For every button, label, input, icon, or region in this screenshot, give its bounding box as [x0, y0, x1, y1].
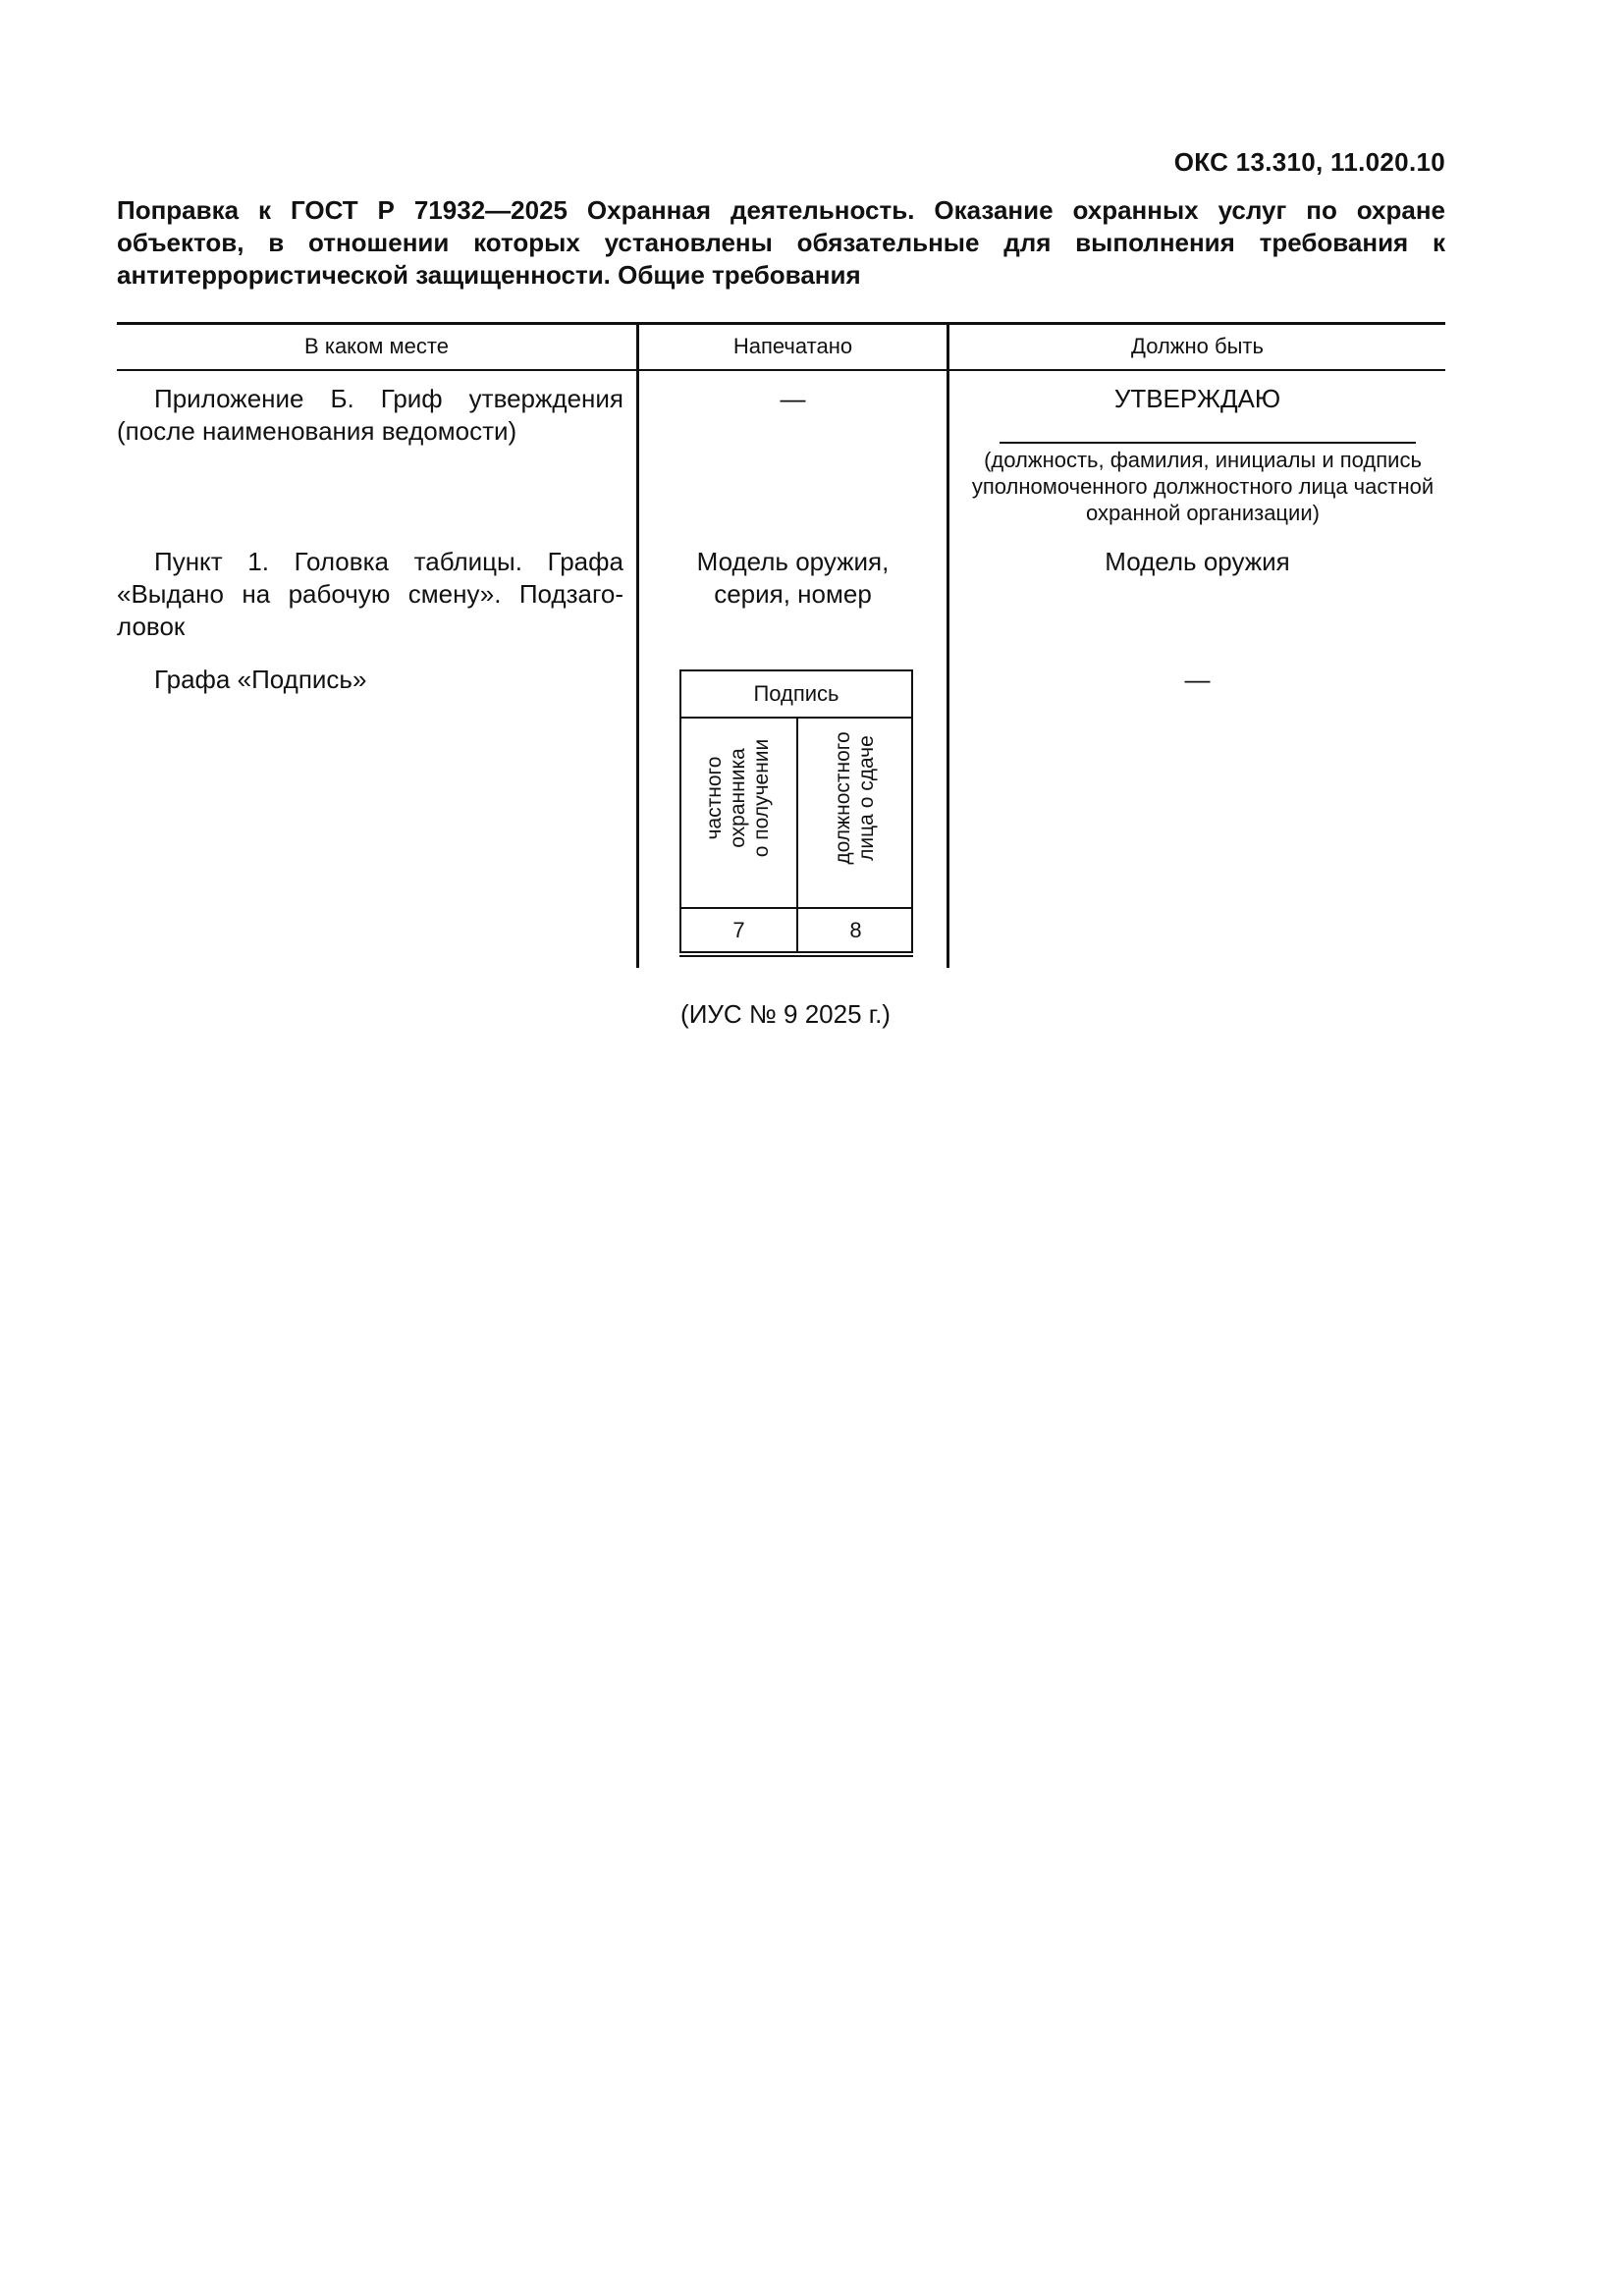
- column-header-where: В каком месте: [304, 334, 449, 358]
- signature-note-line: (должность, фамилия, инициалы и подпись: [984, 448, 1422, 472]
- signature-note-line: охранной организации): [1086, 501, 1320, 525]
- row2-printed: [639, 546, 947, 611]
- nested-col2-number: 8: [849, 918, 862, 942]
- document-heading: [117, 194, 1445, 292]
- nested-col2-line: лица о сдаче: [855, 735, 878, 861]
- row2-where-line: «Выдано на рабочую смену». Подзаго-: [117, 579, 623, 609]
- heading-line: антитеррористической защищенности. Общие требования: [117, 260, 861, 290]
- row1-where: [117, 383, 623, 448]
- row2-where-line: Пункт 1. Головка таблицы. Графа: [154, 547, 623, 576]
- column-header-printed: Напечатано: [732, 334, 853, 358]
- column-header-should-be: Должно быть: [1131, 334, 1264, 358]
- nested-col1-line: о получении: [750, 738, 773, 858]
- row2-printed-line: серия, номер: [714, 579, 872, 609]
- row1-printed: —: [780, 384, 806, 413]
- row1-where-line: (после наименования ведомости): [117, 416, 517, 446]
- row2-should-be: Модель оружия: [1105, 547, 1290, 576]
- signature-note: [957, 447, 1448, 526]
- heading-line: Поправка к ГОСТ Р 71932—2025 Охранная деятельность. Оказание охранных услуг по охране: [117, 195, 1445, 225]
- nested-col2-line: должностного: [832, 731, 854, 865]
- classification-code: ОКС 13.310, 11.020.10: [1173, 147, 1445, 177]
- row1-where-line: Приложение Б. Гриф утверждения: [154, 384, 623, 413]
- heading-line: объектов, в отношении которых установлены обязательные для выполнения требования к: [117, 228, 1445, 257]
- table-header-rule: [117, 369, 1445, 371]
- nested-col1-label: [703, 715, 774, 881]
- nested-col2-label: [832, 715, 879, 881]
- table-column-divider: [636, 322, 639, 968]
- nested-col1-number: 7: [732, 918, 745, 942]
- row2-printed-line: Модель оружия,: [696, 547, 890, 576]
- nested-col1-line: частного: [703, 756, 726, 840]
- row3-should-be: —: [1184, 665, 1211, 694]
- signature-note-line: уполномоченного должностного лица частной: [971, 474, 1435, 499]
- row1-should-be: УТВЕРЖДАЮ: [1113, 384, 1281, 413]
- row2-where-line: ловок: [117, 612, 186, 641]
- signature-line: [1000, 442, 1416, 444]
- nested-signature-table: [679, 669, 913, 953]
- nested-table-double-rule: [679, 955, 913, 957]
- nested-table-header: Подпись: [681, 671, 911, 719]
- row3-where: Графа «Подпись»: [154, 665, 367, 694]
- nested-col1-line: охранника: [727, 748, 749, 848]
- table-column-divider: [947, 322, 949, 968]
- footer-ius: (ИУС № 9 2025 г.): [680, 999, 891, 1029]
- row2-where: [117, 546, 623, 643]
